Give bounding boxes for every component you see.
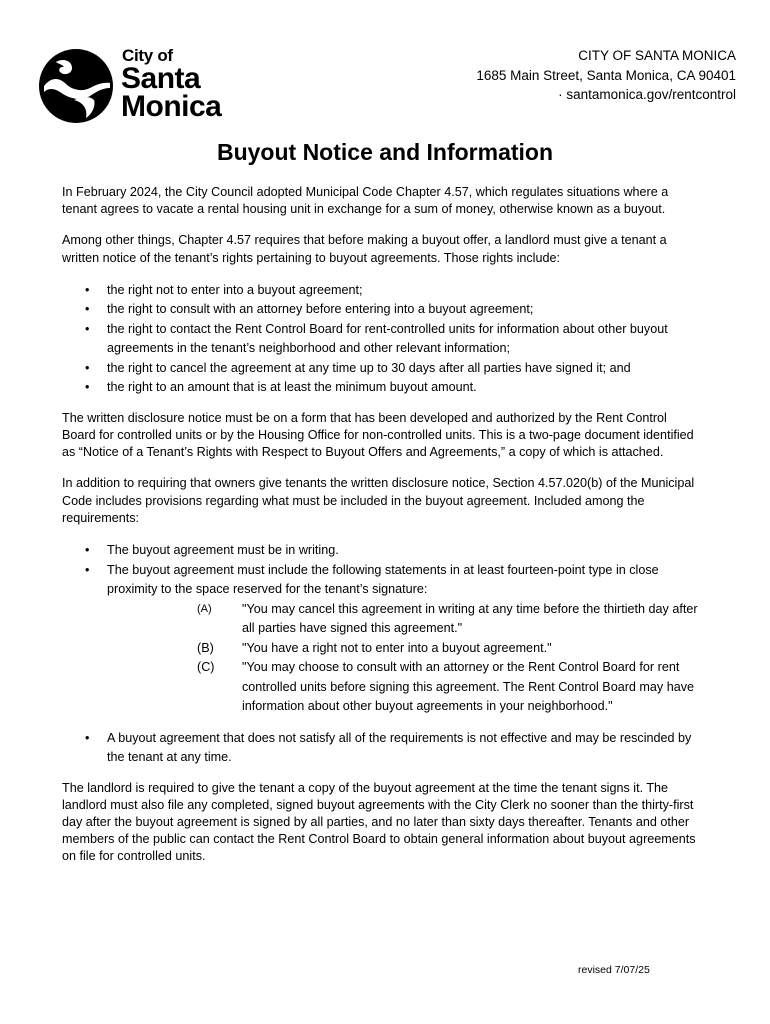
rights-intro-paragraph: Among other things, Chapter 4.57 requires that before making a buyout offer, a landlord must give a tenant a written notice of the tenant’s rights pertaining to buyout agreements. Those rights include:	[62, 233, 667, 265]
requirement-text: The buyout agreement must include the following statements in at least fourteen-point type in close proximity to the space reserved for the tenant’s signature:	[107, 562, 659, 597]
page-title: Buyout Notice and Information	[216, 139, 554, 165]
statement-marker: (B)	[197, 640, 214, 655]
city-logo	[38, 46, 238, 126]
list-item: • the right to consult with an attorney before entering into a buyout agreement;	[107, 300, 702, 320]
logo-text-santa: Santa	[121, 62, 201, 95]
filing-paragraph: The landlord is required to give the tenant a copy of the buyout agreement at the time the tenant signs it. The landlord must also file any completed, signed buyout agreements with the City Clerk no sooner than the thirty-first day after the buyout agreement is signed by all parties, and no later than sixty days thereafter. Tenants and other members of the public can contact the Rent Control Board to obtain general information about buyout agreements on file for controlled units.	[62, 780, 696, 864]
list-item: • A buyout agreement that does not satisfy all of the requirements is not effective and may be rescinded by the tenant at any time.	[107, 729, 702, 768]
list-item: • the right not to enter into a buyout agreement;	[107, 281, 702, 301]
list-item: • the right to cancel the agreement at any time up to 30 days after all parties have signed it; and	[107, 359, 702, 379]
list-item	[107, 561, 702, 717]
document-body	[62, 184, 702, 880]
list-item: • The buyout agreement must be in writing.	[107, 541, 702, 561]
header-address-block	[476, 46, 736, 105]
list-item	[152, 600, 702, 639]
rights-list	[62, 281, 702, 398]
statement-text: "You may cancel this agreement in writing at any time before the thirtieth day after all parties have signed this agreement."	[242, 601, 698, 636]
intro-paragraph: In February 2024, the City Council adopted Municipal Code Chapter 4.57, which regulates situations where a tenant agrees to vacate a rental housing unit in exchange for a sum of money, otherwise known as a buyout.	[62, 185, 669, 217]
disclosure-paragraph: The written disclosure notice must be on a form that has been developed and authorized by the Rent Control Board for controlled units or by the Housing Office for non-controlled units. This is a two-page document identified as “Notice of a Tenant’s Rights with Respect to Buyout Offers and Agreements,” a copy of which is attached.	[62, 410, 694, 460]
list-item: • the right to an amount that is at least the minimum buyout amount.	[107, 378, 702, 398]
logo-text-monica: Monica	[121, 90, 222, 123]
logo-text-city-of: City of	[122, 46, 173, 65]
header-website: · santamonica.gov/rentcontrol	[558, 87, 736, 102]
requirements-list	[62, 541, 702, 768]
statement-text: "You may choose to consult with an attorney or the Rent Control Board for rent controlled units before signing this agreement. The Rent Control Board may have information about other buyout agreements in your neighborhood."	[242, 660, 694, 714]
statement-marker: (C)	[197, 660, 215, 675]
statement-text: "You have a right not to enter into a buyout agreement."	[242, 640, 552, 655]
revision-date: revised 7/07/25	[578, 964, 650, 976]
santa-monica-logo-icon	[38, 48, 114, 124]
requirements-intro-paragraph: In addition to requiring that owners give tenants the written disclosure notice, Section 4.57.020(b) of the Municipal Code includes provisions regarding what must be included in the buyout agreement. Included among the requirements:	[62, 476, 695, 525]
header-org: CITY OF SANTA MONICA	[578, 48, 736, 63]
required-statements-list	[107, 600, 702, 717]
header-street-address: 1685 Main Street, Santa Monica, CA 90401	[476, 67, 736, 83]
statement-marker: (A)	[197, 602, 212, 615]
list-item	[152, 639, 702, 659]
list-item: • the right to contact the Rent Control Board for rent-controlled units for information about other buyout agreements in the tenant’s neighborhood and other relevant information;	[107, 320, 702, 359]
list-item	[152, 658, 702, 717]
